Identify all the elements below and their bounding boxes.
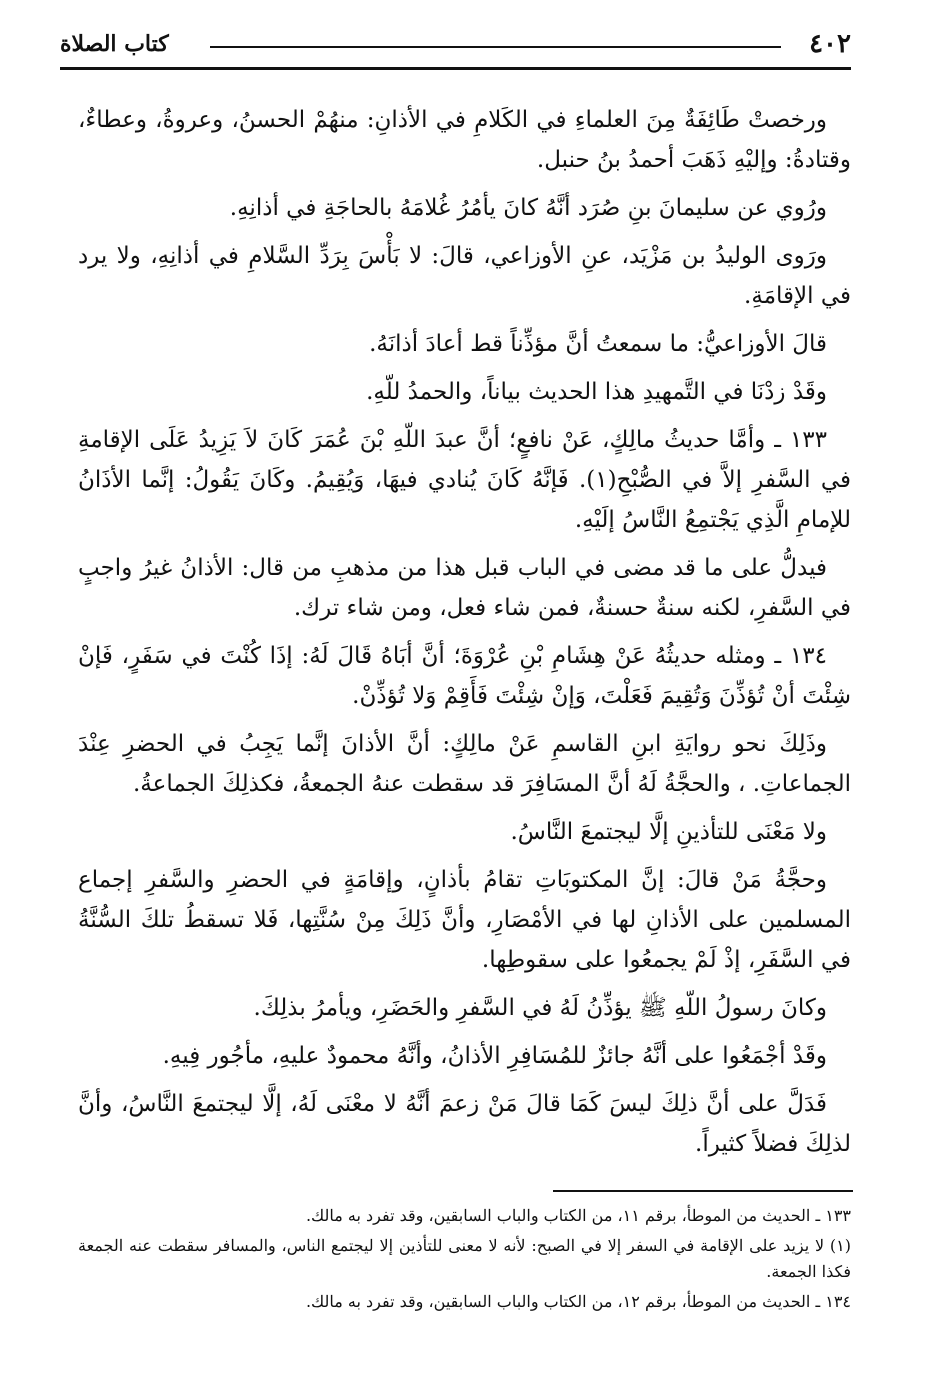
footnote-separator <box>553 1190 853 1192</box>
footnote: ١٣٣ ـ الحديث من الموطأ، برقم ١١، من الكتاب والباب السابقين، وقد تفرد به مالك. <box>305 1206 851 1225</box>
paragraph: وكانَ رسولُ اللّهِ ﷺ يؤذِّنُ لَهُ في السَّفرِ والحَضَرِ، ويأمرُ بذلِكَ. <box>253 995 827 1021</box>
book-title: كتاب الصلاة <box>60 31 169 57</box>
paragraph: وذَلِكَ نحو روايَةِ ابنِ القاسمِ عَنْ مالِكٍ: أنَّ الأذانَ إنَّما يَجِبُ في الحضرِ عِنْدَ الجماعاتِ. ، والحجَّةُ لَهُ أنَّ المسَافِرَ قد سقطت عنهُ الجمعةُ، فكذلِكَ الجماعةُ. <box>78 731 851 797</box>
paragraph: ولا مَعْنَى للتأذينِ إلَّا ليجتمعَ النَّاسُ. <box>510 819 827 845</box>
header-rule <box>60 67 851 70</box>
paragraph: وقَدْ أجْمَعُوا على أنَّهُ جائزٌ للمُسَافِرِ الأذانُ، وأنَّهُ محمودٌ عليهِ، مأجُور فِيهِ. <box>162 1043 827 1069</box>
paragraph: ورخصتْ طَائِفَةٌ مِنَ العلماءِ في الكَلامِ في الأذانِ: منهُمْ الحسنُ، وعروةُ، وعطاءٌ، وقتادةُ: وإليْهِ ذَهَبَ أحمدُ بنُ حنبل. <box>78 107 851 173</box>
footnote: ١٣٤ ـ الحديث من الموطأ، برقم ١٢، من الكتاب والباب السابقين، وقد تفرد به مالك. <box>305 1292 851 1311</box>
page-header <box>60 24 851 64</box>
paragraph: ورَوى الوليدُ بن مَزْيَد، عنِ الأوزاعي، قالَ: لا بَأْسَ بِرَدِّ السَّلامِ في أذانِهِ، ولا يرد في الإقامَةِ. <box>78 243 851 309</box>
paragraph: فيدلُّ على ما قد مضى في الباب قبل هذا من مذهبِ من قال: الأذانُ غيرُ واجبٍ في السَّفرِ، لكنه سنةٌ حسنةٌ، فمن شاء فعل، ومن شاء ترك. <box>78 555 851 621</box>
paragraph: وحجَّةُ مَنْ قالَ: إنَّ المكتوبَاتِ تقامُ بأذانٍ، وإقامَةٍ في الحضرِ والسَّفرِ إجماع المسلمين على الأذانِ لها في الأمْصَارِ، وأنَّ ذَلِكَ مِنْ سُنَّتِها، فَلا تسقطُ تلكَ السُّنَّةُ في السَّفَرِ، إذْ لَمْ يجمعُوا على سقوطِها. <box>78 867 851 973</box>
paragraph: قالَ الأوزاعيُّ: ما سمعتُ أنَّ مؤذِّناً قط أعادَ أذانَهُ. <box>369 331 827 357</box>
footnote: (١) لا يزيد على الإقامة في السفر إلا في الصبح: لأنه لا معنى للتأذين إلا ليجتمع الناس، والمسافر سقطت عنه الجمعة فكذا الجمعة. <box>78 1236 851 1281</box>
paragraph: فَدَلَّ على أنَّ ذلِكَ ليسَ كَمَا قالَ مَنْ زعمَ أنَّهُ لا معْنَى لَهُ، إلَّا ليجتمعَ النَّاسُ، وأنَّ لذلِكَ فضلاً كثيراً. <box>78 1091 851 1157</box>
header-dash-line <box>210 46 781 48</box>
page-number: ٤٠٢ <box>809 29 851 59</box>
paragraph: وقَدْ زدْنَا في التَّمهيدِ هذا الحديث بياناً، والحمدُ للّهِ. <box>366 379 827 405</box>
paragraph: ورُوي عن سليمانَ بنِ صُرَد أنَّهُ كانَ يأمُرُ غُلامَهُ بالحاجَةِ في أذانِهِ. <box>229 195 827 221</box>
hadith-paragraph: ١٣٤ ـ ومثله حديثُهُ عَنْ هِشَامِ بْنِ عُرْوَةَ؛ أنَّ أبَاهُ قَالَ لَهُ: إذَا كُنْتَ في سَفَرٍ، فَإنْ شِئْتَ أنْ تُؤذِّنَ وَتُقِيمَ فَعَلْتَ، وَإنْ شِئْتَ فَأَقِمْ وَلا تُؤذِّنْ. <box>78 643 851 709</box>
main-text <box>78 100 851 1172</box>
footnotes <box>78 1203 851 1319</box>
hadith-paragraph: ١٣٣ ـ وأمَّا حديثُ مالِكٍ، عَنْ نافعٍ؛ أنَّ عبدَ اللّهِ بْنَ عُمَرَ كَانَ لاَ يَزِيدُ عَلَى الإقامةِ في السَّفرِ إلاَّ في الصُّبْحِ(١). فَإنَّهُ كَانَ يُنادي فيهَا، وَيُقِيمُ. وكَانَ يَقُولُ: إنَّما الأذَانُ للإمامِ الَّذِي يَجْتمِعُ النَّاسُ إلَيْهِ. <box>78 427 851 533</box>
